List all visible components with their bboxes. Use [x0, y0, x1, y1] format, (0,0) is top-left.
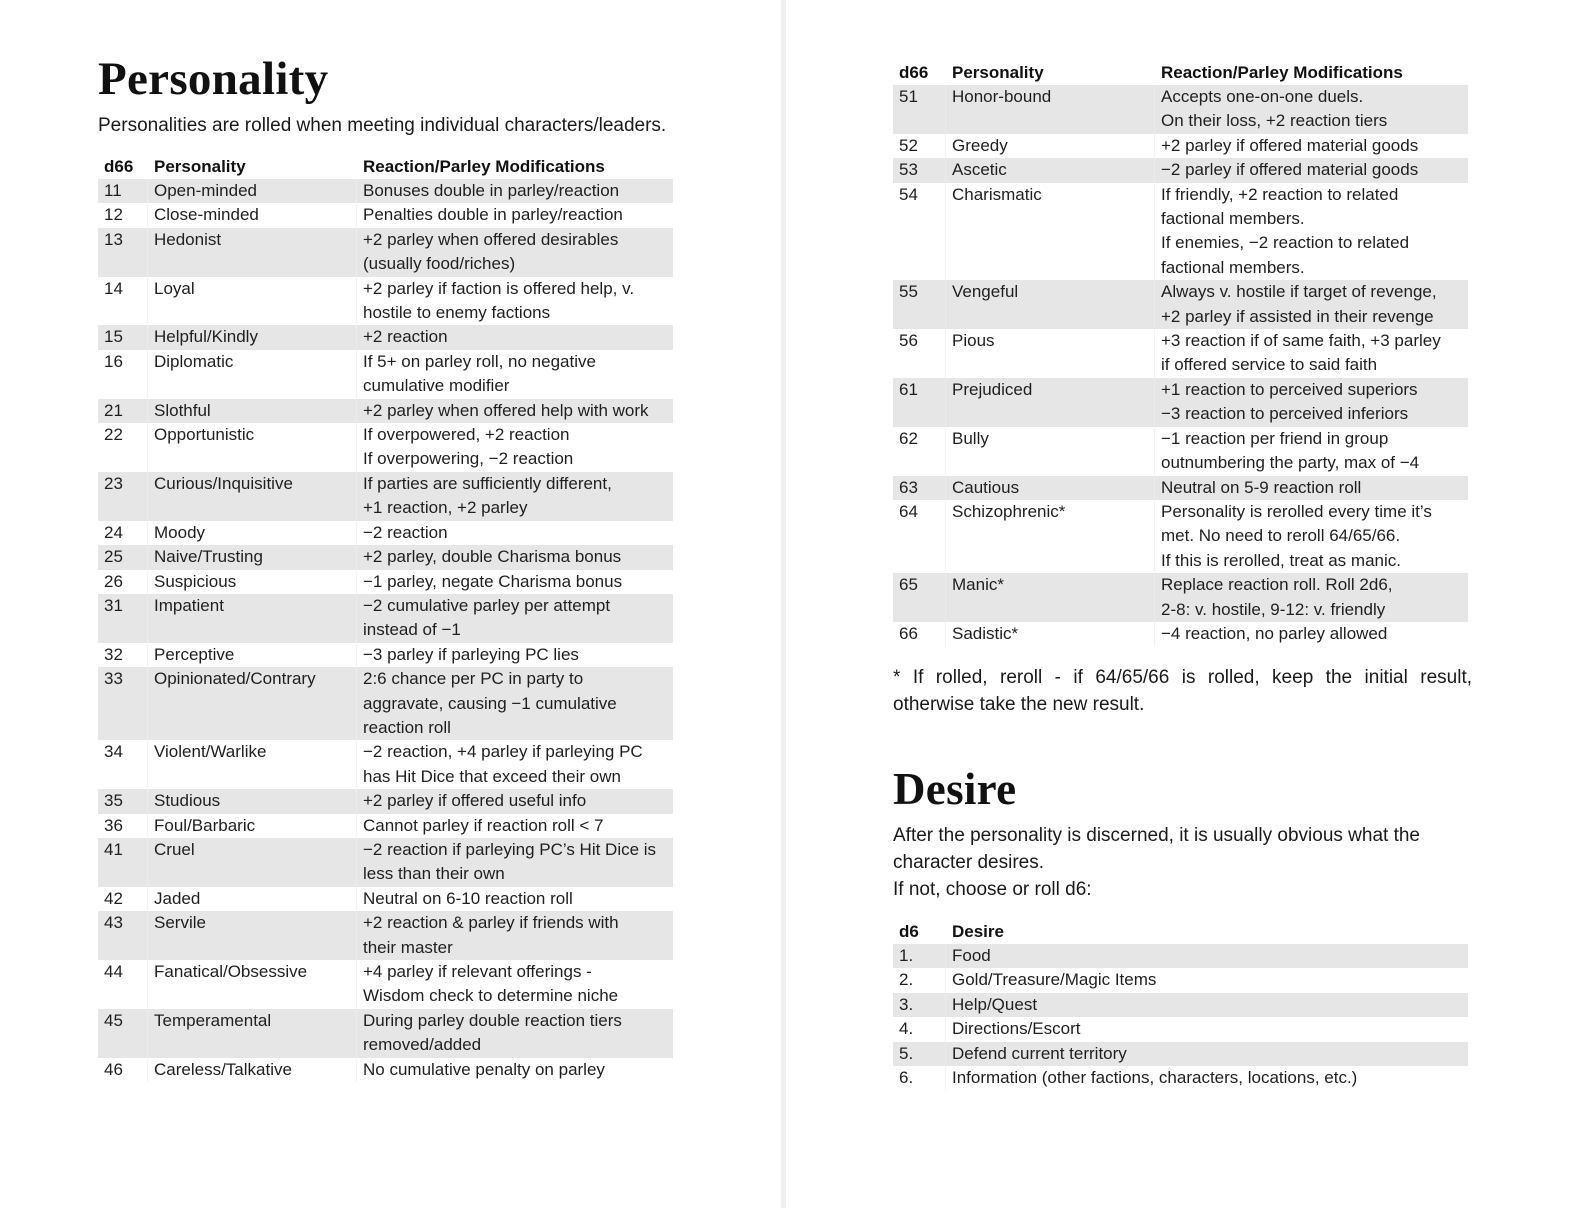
modification-line: −3 parley if parleying PC lies — [363, 644, 579, 664]
personality-cell: Diplomatic — [148, 350, 357, 399]
roll-cell: 35 — [98, 789, 148, 813]
table-row — [893, 85, 1468, 134]
header-d66: d66 — [104, 157, 134, 176]
table-row — [98, 350, 673, 399]
modification-line: +2 parley if faction is offered help, v. — [363, 278, 635, 298]
modification-line: Always v. hostile if target of revenge, — [1161, 282, 1437, 302]
personality-cell: Studious — [148, 789, 357, 813]
modification-line: +2 parley, double Charisma bonus — [363, 547, 622, 567]
modification-line: If friendly, +2 reaction to related — [1161, 184, 1399, 204]
modification-line: 2:6 chance per PC in party to — [363, 669, 584, 689]
table-row — [98, 740, 673, 789]
table-row — [98, 423, 673, 472]
modification-line: −4 reaction, no parley allowed — [1161, 623, 1388, 643]
personality-cell: Impatient — [148, 594, 357, 643]
modification-line: factional members. — [1161, 209, 1305, 229]
modifications-cell — [1155, 573, 1468, 622]
table-row — [98, 789, 673, 813]
personality-cell: Ascetic — [946, 158, 1155, 182]
modification-line: Bonuses double in parley/reaction — [363, 181, 620, 200]
roll-cell: 3. — [893, 993, 946, 1017]
roll-cell: 54 — [893, 183, 946, 281]
modifications-cell — [1155, 280, 1468, 329]
roll-cell: 36 — [98, 814, 148, 838]
desire-table — [893, 920, 1468, 1090]
desire-intro-line: If not, choose or roll d6: — [893, 879, 1092, 900]
modification-line: Neutral on 6-10 reaction roll — [363, 888, 573, 908]
personality-cell: Violent/Warlike — [148, 740, 357, 789]
modification-line: −2 reaction — [363, 522, 448, 542]
modification-line: If this is rerolled, treat as manic. — [1161, 550, 1401, 570]
modification-line: has Hit Dice that exceed their own — [363, 766, 621, 786]
table-row — [893, 573, 1468, 622]
roll-cell: 1. — [893, 944, 946, 968]
table-row — [98, 667, 673, 740]
desire-cell: Directions/Escort — [952, 1019, 1081, 1039]
modification-line: +1 reaction, +2 parley — [363, 498, 528, 518]
header-modifications: Reaction/Parley Modifications — [363, 157, 605, 176]
modification-line: Penalties double in parley/reaction — [363, 205, 623, 225]
roll-cell: 43 — [98, 911, 148, 960]
modification-line: During parley double reaction tiers — [363, 1010, 622, 1030]
modifications-cell — [357, 814, 673, 838]
modifications-cell — [357, 423, 673, 472]
roll-cell: 26 — [98, 570, 148, 594]
roll-cell: 64 — [893, 500, 946, 573]
personality-cell: Curious/Inquisitive — [148, 472, 357, 521]
modification-line: If enemies, −2 reaction to related — [1161, 233, 1410, 253]
modification-line: −2 reaction if parleying PC’s Hit Dice is — [363, 839, 657, 859]
roll-cell: 24 — [98, 521, 148, 545]
personality-cell: Cruel — [148, 838, 357, 887]
modification-line: +2 parley when offered desirables — [363, 229, 619, 249]
modifications-cell — [1155, 183, 1468, 281]
roll-cell: 31 — [98, 594, 148, 643]
modification-line: hostile to enemy factions — [363, 303, 551, 323]
personality-cell: Hedonist — [148, 228, 357, 277]
desire-title: Desire — [893, 764, 1017, 814]
table-row — [893, 329, 1468, 378]
roll-cell: 23 — [98, 472, 148, 521]
desire-cell: Gold/Treasure/Magic Items — [952, 970, 1157, 990]
desire-cell: Food — [946, 944, 1468, 968]
personality-cell: Opportunistic — [148, 423, 357, 472]
personality-cell: Charismatic — [946, 183, 1155, 281]
personality-cell: Jaded — [148, 887, 357, 911]
personality-table-part2 — [893, 61, 1468, 646]
table-row — [893, 993, 1468, 1017]
modification-line: If 5+ on parley roll, no negative — [363, 351, 596, 371]
roll-cell: 42 — [98, 887, 148, 911]
personality-cell: Cautious — [946, 476, 1155, 500]
roll-cell: 45 — [98, 1009, 148, 1058]
roll-cell: 12 — [98, 203, 148, 227]
roll-cell: 56 — [893, 329, 946, 378]
personality-cell: Naive/Trusting — [148, 545, 357, 569]
personality-cell: Greedy — [946, 134, 1155, 158]
header-d66: d66 — [899, 63, 929, 82]
modification-line: cumulative modifier — [363, 376, 510, 396]
modifications-cell — [357, 960, 673, 1009]
modification-line: Wisdom check to determine niche — [363, 986, 619, 1006]
modifications-cell — [357, 472, 673, 521]
table-row — [893, 158, 1468, 182]
modification-line: outnumbering the party, max of −4 — [1161, 453, 1420, 473]
personality-cell: Careless/Talkative — [148, 1058, 357, 1082]
roll-cell: 55 — [893, 280, 946, 329]
modification-line: Personality is rerolled every time it’s — [1161, 501, 1432, 521]
table-row — [893, 500, 1468, 573]
roll-cell: 46 — [98, 1058, 148, 1082]
table-row — [98, 643, 673, 667]
modification-line: +2 reaction & parley if friends with — [363, 913, 619, 933]
personality-cell: Moody — [148, 521, 357, 545]
personality-cell: Suspicious — [148, 570, 357, 594]
table-row — [98, 277, 673, 326]
modifications-cell — [357, 643, 673, 667]
modifications-cell — [357, 667, 673, 740]
roll-cell: 53 — [893, 158, 946, 182]
header-desire: Desire — [952, 922, 1004, 941]
modification-line: +2 parley when offered help with work — [363, 400, 649, 420]
table-row — [98, 399, 673, 423]
modification-line: if offered service to said faith — [1161, 355, 1378, 375]
table-row — [98, 179, 673, 203]
modification-line: On their loss, +2 reaction tiers — [1161, 111, 1388, 131]
modifications-cell — [357, 277, 673, 326]
roll-cell: 32 — [98, 643, 148, 667]
header-modifications: Reaction/Parley Modifications — [1161, 63, 1403, 82]
table-row — [893, 968, 1468, 992]
modification-line: No cumulative penalty on parley — [363, 1059, 605, 1079]
modifications-cell — [1155, 378, 1468, 427]
modification-line: Accepts one-on-one duels. — [1161, 87, 1364, 106]
modification-line: If overpowering, −2 reaction — [363, 449, 574, 469]
table-row — [98, 887, 673, 911]
roll-cell: 41 — [98, 838, 148, 887]
personality-cell: Helpful/Kindly — [148, 325, 357, 349]
roll-cell: 65 — [893, 573, 946, 622]
personality-cell: Manic* — [946, 573, 1155, 622]
modification-line: −2 parley if offered material goods — [1161, 160, 1419, 180]
personality-cell: Pious — [946, 329, 1155, 378]
personality-cell: Temperamental — [148, 1009, 357, 1058]
modification-line: −1 parley, negate Charisma bonus — [363, 571, 623, 591]
modifications-cell — [1155, 134, 1468, 158]
modifications-cell — [357, 1009, 673, 1058]
modifications-cell — [357, 399, 673, 423]
personality-cell: Vengeful — [946, 280, 1155, 329]
roll-cell: 62 — [893, 427, 946, 476]
modifications-cell — [1155, 476, 1468, 500]
modification-line: +3 reaction if of same faith, +3 parley — [1161, 331, 1441, 351]
table-row — [98, 545, 673, 569]
table-row — [98, 1058, 673, 1082]
modification-line: their master — [363, 937, 453, 957]
modifications-cell — [1155, 85, 1468, 134]
modifications-cell — [357, 228, 673, 277]
modification-line: +2 parley if offered material goods — [1161, 135, 1419, 155]
modification-line: If overpowered, +2 reaction — [363, 425, 570, 445]
header-personality: Personality — [154, 157, 246, 176]
modifications-cell — [357, 1058, 673, 1082]
table-row — [98, 594, 673, 643]
desire-intro — [893, 822, 1472, 903]
header-personality: Personality — [952, 63, 1044, 82]
modifications-cell — [357, 325, 673, 349]
roll-cell: 33 — [98, 667, 148, 740]
roll-cell: 25 — [98, 545, 148, 569]
personality-cell: Perceptive — [148, 643, 357, 667]
roll-cell: 51 — [893, 85, 946, 134]
desire-cell: Help/Quest — [946, 993, 1468, 1017]
modifications-cell — [357, 789, 673, 813]
table-row — [893, 622, 1468, 646]
roll-cell: 6. — [893, 1066, 946, 1090]
roll-cell: 61 — [893, 378, 946, 427]
roll-cell: 5. — [893, 1042, 946, 1066]
roll-cell: 11 — [98, 179, 148, 203]
personality-cell: Servile — [148, 911, 357, 960]
table-row — [98, 228, 673, 277]
roll-cell: 16 — [98, 350, 148, 399]
modification-line: factional members. — [1161, 257, 1305, 277]
table-row — [893, 427, 1468, 476]
table-row — [98, 814, 673, 838]
modifications-cell — [357, 545, 673, 569]
table-row — [893, 280, 1468, 329]
roll-cell: 13 — [98, 228, 148, 277]
table-header-row — [98, 155, 673, 179]
personality-cell: Sadistic* — [946, 622, 1155, 646]
modification-line: Cannot parley if reaction roll < 7 — [363, 815, 604, 835]
reroll-footnote: * If rolled, reroll - if 64/65/66 is rolled, keep the initial result, otherwise take the new result. — [893, 667, 1472, 715]
modifications-cell — [1155, 500, 1468, 573]
modification-line: 2-8: v. hostile, 9-12: v. friendly — [1161, 599, 1386, 619]
modification-line: +2 parley if assisted in their revenge — [1161, 306, 1434, 326]
personality-cell: Fanatical/Obsessive — [148, 960, 357, 1009]
table-row — [98, 838, 673, 887]
left-page — [0, 0, 781, 1208]
desire-intro-line: character desires. — [893, 852, 1045, 873]
modification-line: If parties are sufficiently different, — [363, 473, 612, 493]
modification-line: +1 reaction to perceived superiors — [1161, 379, 1418, 399]
personality-title: Personality — [98, 53, 329, 105]
desire-cell: Defend current territory — [946, 1042, 1468, 1066]
table-row — [98, 203, 673, 227]
roll-cell: 21 — [98, 399, 148, 423]
modifications-cell — [357, 838, 673, 887]
modification-line: (usually food/riches) — [363, 254, 516, 274]
table-row — [98, 521, 673, 545]
modifications-cell — [1155, 622, 1468, 646]
personality-cell: Opinionated/Contrary — [148, 667, 357, 740]
modifications-cell — [1155, 427, 1468, 476]
modification-line: reaction roll — [363, 717, 451, 737]
personality-cell: Slothful — [148, 399, 357, 423]
modification-line: +2 reaction — [363, 327, 448, 347]
table-row — [98, 960, 673, 1009]
personality-cell: Honor-bound — [946, 85, 1155, 134]
modifications-cell — [357, 911, 673, 960]
table-row — [98, 1009, 673, 1058]
modification-line: Neutral on 5-9 reaction roll — [1161, 477, 1362, 497]
table-row — [893, 134, 1468, 158]
modifications-cell — [1155, 329, 1468, 378]
personality-cell: Schizophrenic* — [946, 500, 1155, 573]
roll-cell: 34 — [98, 740, 148, 789]
table-row — [98, 570, 673, 594]
roll-cell: 2. — [893, 968, 946, 992]
roll-cell: 44 — [98, 960, 148, 1009]
personality-cell: Bully — [946, 427, 1155, 476]
page-gutter-divider — [781, 0, 786, 1208]
modification-line: less than their own — [363, 864, 505, 884]
personality-cell: Open-minded — [148, 179, 357, 203]
personality-cell: Close-minded — [148, 203, 357, 227]
personality-intro: Personalities are rolled when meeting individual characters/leaders. — [98, 115, 667, 136]
header-d6: d6 — [899, 922, 919, 941]
table-row — [893, 1017, 1468, 1041]
table-row — [893, 944, 1468, 968]
modifications-cell — [357, 887, 673, 911]
modifications-cell — [357, 350, 673, 399]
modification-line: −1 reaction per friend in group — [1161, 428, 1389, 448]
personality-cell: Loyal — [148, 277, 357, 326]
modifications-cell — [357, 203, 673, 227]
table-row — [98, 325, 673, 349]
desire-intro-line: After the personality is discerned, it is usually obvious what the — [893, 825, 1420, 846]
modification-line: aggravate, causing −1 cumulative — [363, 693, 617, 713]
roll-cell: 22 — [98, 423, 148, 472]
modification-line: instead of −1 — [363, 620, 461, 640]
modification-line: +4 parley if relevant offerings - — [363, 962, 592, 981]
desire-cell: Information (other factions, characters, locations, etc.) — [952, 1068, 1358, 1088]
modifications-cell — [1155, 158, 1468, 182]
roll-cell: 66 — [893, 622, 946, 646]
roll-cell: 4. — [893, 1017, 946, 1041]
modification-line: −2 cumulative parley per attempt — [363, 595, 611, 615]
roll-cell: 15 — [98, 325, 148, 349]
personality-cell: Foul/Barbaric — [148, 814, 357, 838]
personality-cell: Prejudiced — [946, 378, 1155, 427]
modification-line: Replace reaction roll. Roll 2d6, — [1161, 575, 1393, 595]
roll-cell: 52 — [893, 134, 946, 158]
modification-line: removed/added — [363, 1035, 482, 1055]
personality-table-part1 — [98, 155, 673, 1082]
modifications-cell — [357, 521, 673, 545]
table-row — [893, 476, 1468, 500]
table-row — [893, 378, 1468, 427]
modification-line: +2 parley if offered useful info — [363, 791, 587, 811]
table-row — [893, 183, 1468, 281]
modification-line: met. No need to reroll 64/65/66. — [1161, 526, 1401, 546]
modifications-cell — [357, 179, 673, 203]
modifications-cell — [357, 740, 673, 789]
table-header-row — [893, 920, 1468, 944]
modifications-cell — [357, 570, 673, 594]
roll-cell: 14 — [98, 277, 148, 326]
roll-cell: 63 — [893, 476, 946, 500]
table-row — [98, 472, 673, 521]
modifications-cell — [357, 594, 673, 643]
table-row — [893, 1042, 1468, 1066]
table-row — [893, 1066, 1468, 1090]
modification-line: −2 reaction, +4 parley if parleying PC — [363, 742, 643, 762]
table-header-row — [893, 61, 1468, 85]
modification-line: −3 reaction to perceived inferiors — [1161, 404, 1409, 424]
table-row — [98, 911, 673, 960]
